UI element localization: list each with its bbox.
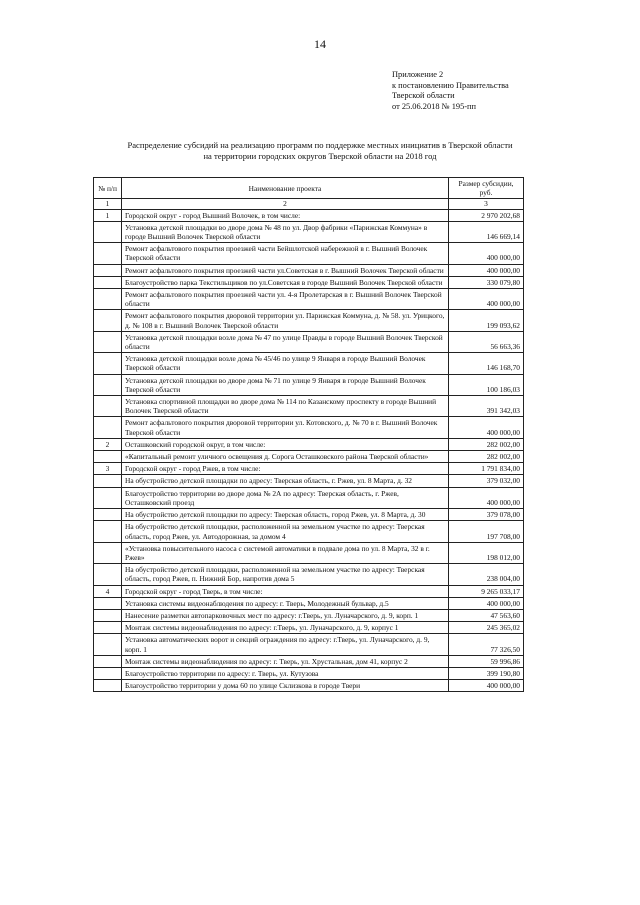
- row-number: [94, 243, 122, 264]
- document-title: [110, 140, 530, 161]
- row-number: [94, 634, 122, 655]
- project-name: Ремонт асфальтового покрытия проезжей части Бейшлотской набережной в г. Вышний Волочек Тверской области: [122, 243, 449, 264]
- table-row: [94, 509, 524, 521]
- table-row: [94, 585, 524, 597]
- table-row: [94, 209, 524, 221]
- subsidy-amount: 77 326,50: [449, 634, 524, 655]
- project-name: Установка спортивной площадки во дворе дома № 114 по Казанскому проспекту в городе Вышний Волочек Тверской области: [122, 396, 449, 417]
- project-name: Ремонт асфальтового покрытия дворовой территории ул. Котовского, д. № 70 в г. Вышний Волочек Тверской области: [122, 417, 449, 438]
- subsidy-amount: 399 190,80: [449, 667, 524, 679]
- row-number: [94, 396, 122, 417]
- table-row: [94, 221, 524, 242]
- subsidy-amount: 400 000,00: [449, 487, 524, 508]
- row-number: [94, 475, 122, 487]
- table-row: [94, 487, 524, 508]
- row-number: [94, 264, 122, 276]
- table-row: [94, 289, 524, 310]
- table-row: [94, 463, 524, 475]
- table-row: [94, 264, 524, 276]
- project-name: Ремонт асфальтового покрытия дворовой территории ул. Парижская Коммуна, д. № 58. ул. Урицкого, д. № 108 в г. Вышний Волочек Тверской области: [122, 310, 449, 331]
- table-row: [94, 680, 524, 692]
- project-name: На обустройство детской площадки, расположенной на земельном участке по адресу: Тверская область, город Ржев, п. Нижний Бор, напротив дома 5: [122, 564, 449, 585]
- table-row: [94, 634, 524, 655]
- row-number: [94, 655, 122, 667]
- subsidy-amount: 400 000,00: [449, 597, 524, 609]
- project-name: Нанесение разметки автопарковочных мест по адресу: г.Тверь, ул. Луначарского, д. 9, корп. 1: [122, 609, 449, 621]
- subsidy-amount: 400 000,00: [449, 289, 524, 310]
- table-row: [94, 564, 524, 585]
- row-number: [94, 451, 122, 463]
- project-name: Монтаж системы видеонаблюдения по адресу: г.Тверь, ул. Луначарского, д. 9, корпус 1: [122, 622, 449, 634]
- project-name: На обустройство детской площадки по адресу: Тверская область, г. Ржев, ул. 8 Марта, д. 32: [122, 475, 449, 487]
- appendix-line: от 25.06.2018 № 195-пп: [392, 101, 477, 111]
- subsidy-amount: 282 002,00: [449, 451, 524, 463]
- header-subsidy-amount: Размер субсидии, руб.: [449, 178, 524, 199]
- row-number: [94, 521, 122, 542]
- project-name: «Капитальный ремонт уличного освещения д. Сорога Осташковского района Тверской области»: [122, 451, 449, 463]
- row-number: [94, 542, 122, 563]
- subsidy-amount: 197 708,00: [449, 521, 524, 542]
- project-name: На обустройство детской площадки, расположенной на земельном участке по адресу: Тверская область, город Ржев, ул. Автодорожная, за домом 4: [122, 521, 449, 542]
- table-row: [94, 276, 524, 288]
- column-index: 1: [94, 199, 122, 209]
- project-name: Городской округ - город Вышний Волочек, в том числе:: [122, 209, 449, 221]
- subsidy-amount: 198 012,00: [449, 542, 524, 563]
- table-row: [94, 310, 524, 331]
- subsidy-amount: 146 669,14: [449, 221, 524, 242]
- project-name: Благоустройство парка Текстильщиков по ул.Советская в городе Вышний Волочек Тверской области: [122, 276, 449, 288]
- title-line: на территории городских округов Тверской области на 2018 год: [203, 150, 437, 161]
- page-number: 14: [314, 37, 326, 51]
- row-number: [94, 310, 122, 331]
- row-number: [94, 221, 122, 242]
- appendix-line: Приложение 2: [392, 70, 444, 79]
- project-name: Установка системы видеонаблюдения по адресу: г. Тверь, Молодежный бульвар, д.5: [122, 597, 449, 609]
- row-number: [94, 289, 122, 310]
- table-row: [94, 521, 524, 542]
- project-name: Установка автоматических ворот и секций ограждения по адресу: г.Тверь, ул. Луначарского, д. 9, корп. 1: [122, 634, 449, 655]
- header-row: [94, 178, 524, 199]
- table-row: [94, 243, 524, 264]
- subsidy-amount: 379 078,00: [449, 509, 524, 521]
- row-number: [94, 622, 122, 634]
- row-number: [94, 667, 122, 679]
- column-index-row: [94, 199, 524, 209]
- table-row: [94, 374, 524, 395]
- subsidy-amount: 282 002,00: [449, 438, 524, 450]
- table-row: [94, 475, 524, 487]
- header-number: № п/п: [94, 178, 122, 199]
- subsidy-amount: 146 168,70: [449, 353, 524, 374]
- project-name: Ремонт асфальтового покрытия проезжей части ул.Советская в г. Вышний Волочек Тверской области: [122, 264, 449, 276]
- row-number: 2: [94, 438, 122, 450]
- project-name: На обустройство детской площадки по адресу: Тверская область, город Ржев, ул. 8 Марта, д. 30: [122, 509, 449, 521]
- project-name: Осташковский городской округ, в том числе:: [122, 438, 449, 450]
- table-row: [94, 331, 524, 352]
- subsidy-amount: 330 079,80: [449, 276, 524, 288]
- subsidy-amount: 245 365,02: [449, 622, 524, 634]
- row-number: [94, 353, 122, 374]
- table-row: [94, 622, 524, 634]
- column-index: 3: [449, 199, 524, 209]
- table-row: [94, 655, 524, 667]
- table-row: [94, 396, 524, 417]
- project-name: Благоустройство территории у дома 60 по улице Склизкова в городе Твери: [122, 680, 449, 692]
- subsidy-amount: 100 186,03: [449, 374, 524, 395]
- project-name: Установка детской площадки возле дома № 45/46 по улице 9 Января в городе Вышний Волочек Тверской области: [122, 353, 449, 374]
- row-number: [94, 417, 122, 438]
- subsidy-table: [93, 177, 524, 692]
- row-number: [94, 609, 122, 621]
- subsidy-amount: 59 996,86: [449, 655, 524, 667]
- project-name: Установка детской площадки во дворе дома № 48 по ул. Двор фабрики «Парижская Коммуна» в городе Вышний Волочек Тверской области: [122, 221, 449, 242]
- row-number: [94, 509, 122, 521]
- project-name: Установка детской площадки во дворе дома № 71 по улице 9 Января в городе Вышний Волочек Тверской области: [122, 374, 449, 395]
- subsidy-amount: 379 032,00: [449, 475, 524, 487]
- row-number: 1: [94, 209, 122, 221]
- table-row: [94, 417, 524, 438]
- table-row: [94, 451, 524, 463]
- subsidy-amount: 56 663,36: [449, 331, 524, 352]
- project-name: Городской округ - город Тверь, в том числе:: [122, 585, 449, 597]
- subsidy-amount: 47 563,60: [449, 609, 524, 621]
- project-name: Благоустройство территории по адресу: г. Тверь, ул. Кутузова: [122, 667, 449, 679]
- table-row: [94, 609, 524, 621]
- row-number: [94, 374, 122, 395]
- row-number: [94, 487, 122, 508]
- subsidy-amount: 400 000,00: [449, 680, 524, 692]
- table-row: [94, 353, 524, 374]
- appendix-line: к постановлению Правительства: [392, 80, 509, 90]
- row-number: [94, 276, 122, 288]
- row-number: [94, 331, 122, 352]
- row-number: [94, 680, 122, 692]
- title-line: Распределение субсидий на реализацию программ по поддержке местных инициатив в Тверской области: [127, 140, 513, 150]
- project-name: Ремонт асфальтового покрытия проезжей части ул. 4-я Пролетарская в г. Вышний Волочек Тверской области: [122, 289, 449, 310]
- project-name: Монтаж системы видеонаблюдения по адресу: г. Тверь, ул. Хрустальная, дом 41, корпус 2: [122, 655, 449, 667]
- row-number: 4: [94, 585, 122, 597]
- project-name: Установка детской площадки возле дома № 47 по улице Правды в городе Вышний Волочек Тверской области: [122, 331, 449, 352]
- table-row: [94, 667, 524, 679]
- subsidy-amount: 1 791 834,00: [449, 463, 524, 475]
- appendix-line: Тверской области: [392, 91, 455, 100]
- subsidy-amount: 2 970 202,68: [449, 209, 524, 221]
- appendix-block: [392, 70, 509, 112]
- subsidy-amount: 391 342,03: [449, 396, 524, 417]
- table-row: [94, 597, 524, 609]
- row-number: 3: [94, 463, 122, 475]
- project-name: Городской округ - город Ржев, в том числе:: [122, 463, 449, 475]
- subsidy-amount: 9 265 033,17: [449, 585, 524, 597]
- subsidy-amount: 400 000,00: [449, 243, 524, 264]
- table-row: [94, 542, 524, 563]
- table-row: [94, 438, 524, 450]
- row-number: [94, 597, 122, 609]
- subsidy-amount: 400 000,00: [449, 264, 524, 276]
- subsidy-amount: 199 093,62: [449, 310, 524, 331]
- subsidy-amount: 400 000,00: [449, 417, 524, 438]
- column-index: 2: [122, 199, 449, 209]
- project-name: «Установка повысительного насоса с системой автоматики в подвале дома по ул. 8 Марта, 32 в г. Ржев»: [122, 542, 449, 563]
- subsidy-amount: 238 004,00: [449, 564, 524, 585]
- header-project-name: Наименование проекта: [122, 178, 449, 199]
- project-name: Благоустройство территории во дворе дома № 2А по адресу: Тверская область, г. Ржев, Осташковский проезд: [122, 487, 449, 508]
- row-number: [94, 564, 122, 585]
